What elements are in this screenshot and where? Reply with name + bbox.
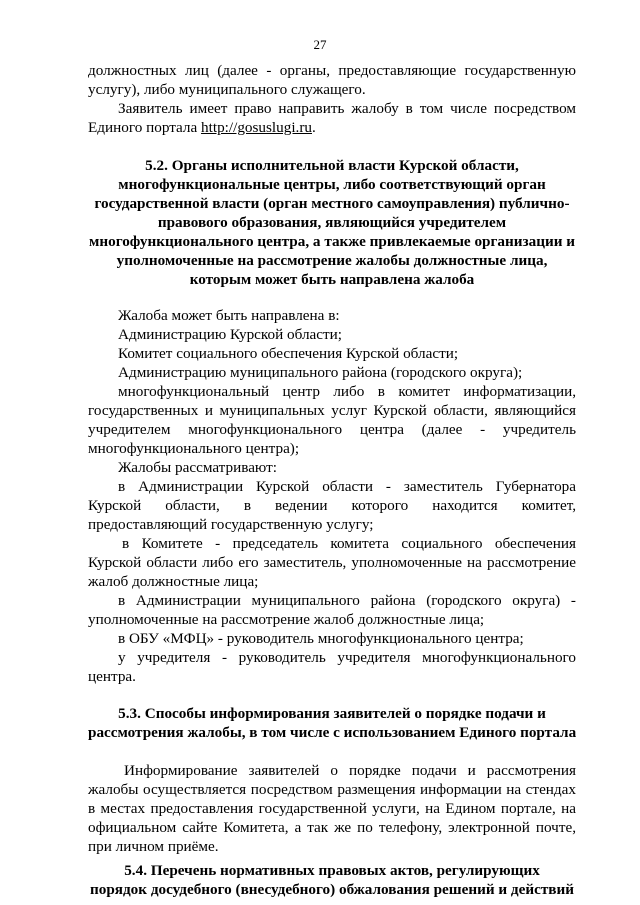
- s52-line-12: предоставляющий государственную услугу;: [88, 516, 374, 533]
- s52-line-5: многофункциональный центр либо в комитет информатизации,: [118, 383, 576, 400]
- s53-line-4: официальном сайте Комитета, а так же по телефону, электронной почте,: [88, 819, 576, 836]
- page-number: 27: [313, 37, 327, 52]
- s52-line-17: уполномоченные на рассмотрение жалоб должностные лица;: [88, 611, 485, 628]
- s52-line-20: центра.: [88, 668, 136, 685]
- s52-line-15: жалоб должностные лица;: [88, 573, 259, 590]
- s52-line-10: в Администрации Курской области - заместитель Губернатора: [118, 478, 576, 495]
- s52-line-16: в Администрации муниципального района (городского округа) -: [118, 592, 576, 609]
- s52-line-6: государственных и муниципальных услуг Курской области, являющийся: [88, 402, 576, 419]
- intro-line-4-end: .: [312, 119, 316, 136]
- section-5-2-heading-5: многофункционального центра, а также привлекаемые организации и: [89, 233, 575, 250]
- s53-line-3: в местах предоставления государственной услуги, на Едином портале, на: [88, 800, 576, 817]
- intro-line-1: должностных лиц (далее - органы, предоставляющие государственную: [88, 62, 576, 79]
- s52-line-18: в ОБУ «МФЦ» - руководитель многофункционального центра;: [118, 630, 524, 647]
- s53-line-1: Информирование заявителей о порядке подачи и рассмотрения: [124, 762, 576, 779]
- section-5-4-heading-1: 5.4. Перечень нормативных правовых актов, регулирующих: [124, 862, 540, 879]
- s52-line-1: Жалоба может быть направлена в:: [118, 307, 340, 324]
- intro-line-2: услугу), либо муниципального служащего.: [88, 81, 366, 98]
- section-5-2-heading-6: уполномоченные на рассмотрение жалобы должностные лица,: [116, 252, 548, 269]
- s52-line-9: Жалобы рассматривают:: [118, 459, 277, 476]
- s52-line-4: Администрацию муниципального района (городского округа);: [118, 364, 523, 381]
- section-5-3-heading-2: рассмотрения жалобы, в том числе с использованием Единого портала: [88, 724, 577, 741]
- s52-line-11: Курской области, в ведении которого находится комитет,: [88, 497, 576, 514]
- section-5-2-heading-4: правового образования, являющийся учредителем: [157, 214, 507, 231]
- section-5-4-heading-2: порядок досудебного (внесудебного) обжалования решений и действий: [89, 881, 575, 898]
- intro-line-4-text: Единого портала: [88, 119, 202, 136]
- s52-line-13: в Комитете - председатель комитета социального обеспечения: [122, 535, 576, 552]
- section-5-2-heading-2: многофункциональные центры, либо соответствующий орган: [118, 176, 546, 193]
- intro-line-3: Заявитель имеет право направить жалобу в том числе посредством: [118, 100, 576, 117]
- section-5-3-heading-1: 5.3. Способы информирования заявителей о порядке подачи и: [118, 705, 546, 722]
- s52-line-3: Комитет социального обеспечения Курской области;: [118, 345, 459, 362]
- s52-line-8: многофункционального центра);: [88, 440, 300, 457]
- s52-line-19: у учредителя - руководитель учредителя многофункционального: [118, 649, 576, 666]
- section-5-2-heading-1: 5.2. Органы исполнительной власти Курской области,: [145, 157, 519, 174]
- s52-line-2: Администрацию Курской области;: [118, 326, 343, 343]
- s52-line-7: учредителем многофункционального центра (далее - учредитель: [88, 421, 576, 438]
- gosuslugi-link[interactable]: http://gosuslugi.ru: [201, 119, 312, 136]
- section-5-2-heading-7: которым может быть направлена жалоба: [189, 271, 475, 288]
- s53-line-5: при личном приёме.: [88, 838, 219, 855]
- section-5-2-heading-3: государственной власти (орган местного самоуправления) публично-: [94, 195, 570, 212]
- s52-line-14: Курской области либо его заместитель, уполномоченные на рассмотрение: [88, 554, 576, 571]
- s53-line-2: жалобы осуществляется посредством размещения информации на стендах: [88, 781, 576, 798]
- intro-line-4: [88, 119, 316, 137]
